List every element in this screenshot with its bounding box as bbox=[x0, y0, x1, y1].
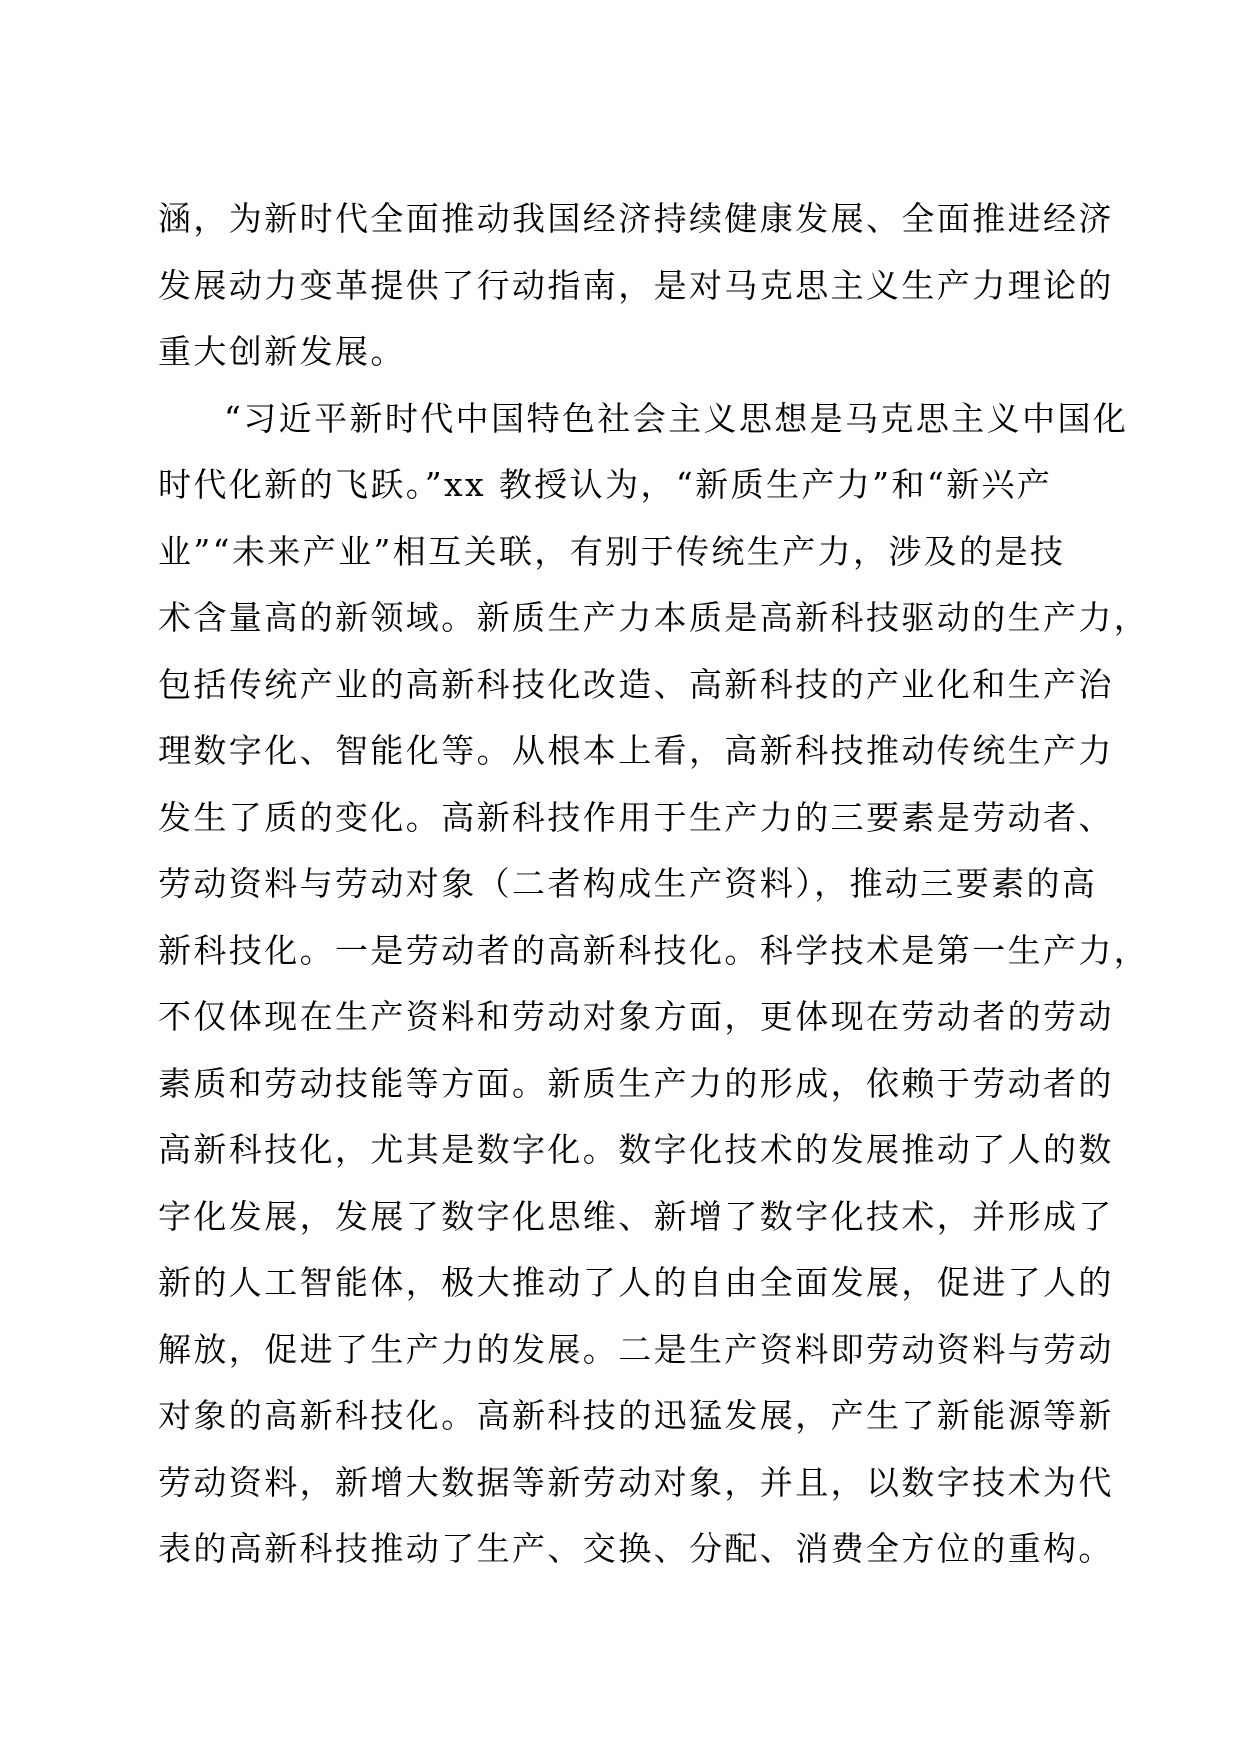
paragraph-1-line-3: 重大创新发展。 bbox=[158, 332, 406, 371]
paragraph-2-line-15: 解放，促进了生产力的发展。二是生产资料即劳动资料与劳动 bbox=[158, 1329, 1114, 1369]
paragraph-2-line-5: 包括传统产业的高新科技化改造、高新科技的产业化和生产治 bbox=[158, 664, 1114, 704]
paragraph-2-line-2: 时代化新的飞跃。”xx 教授认为，“新质生产力”和“新兴产 bbox=[158, 465, 1053, 504]
paragraph-2-line-7: 发生了质的变化。高新科技作用于生产力的三要素是劳动者、 bbox=[158, 797, 1114, 837]
paragraph-2-line-14: 新的人工智能体，极大推动了人的自由全面发展，促进了人的 bbox=[158, 1263, 1114, 1302]
paragraph-2-line-9: 新科技化。一是劳动者的高新科技化。科学技术是第一生产力， bbox=[158, 930, 1150, 970]
paragraph-2-line-10: 不仅体现在生产资料和劳动对象方面，更体现在劳动者的劳动 bbox=[158, 997, 1114, 1036]
paragraph-2-line-3: 业”“未来产业”相互关联，有别于传统生产力，涉及的是技 bbox=[158, 531, 1066, 571]
paragraph-2-line-18: 表的高新科技推动了生产、交换、分配、消费全方位的重构。 bbox=[158, 1529, 1114, 1568]
paragraph-1-line-2: 发展动力变革提供了行动指南，是对马克思主义生产力理论的 bbox=[158, 265, 1114, 305]
paragraph-2-line-11: 素质和劳动技能等方面。新质生产力的形成，依赖于劳动者的 bbox=[158, 1063, 1114, 1103]
document-body bbox=[158, 186, 1150, 1583]
paragraph-2-line-4: 术含量高的新领域。新质生产力本质是高新科技驱动的生产力， bbox=[158, 598, 1150, 637]
paragraph-2-line-12: 高新科技化，尤其是数字化。数字化技术的发展推动了人的数 bbox=[158, 1130, 1114, 1169]
paragraph-2-line-1: “习近平新时代中国特色社会主义思想是马克思主义中国化 bbox=[224, 398, 1129, 438]
paragraph-2-line-13: 字化发展，发展了数字化思维、新增了数字化技术，并形成了 bbox=[158, 1196, 1114, 1236]
paragraph-1-line-1: 涵，为新时代全面推动我国经济持续健康发展、全面推进经济 bbox=[158, 199, 1114, 238]
paragraph-2-line-17: 劳动资料，新增大数据等新劳动对象，并且，以数字技术为代 bbox=[158, 1462, 1114, 1502]
paragraph-2-line-8: 劳动资料与劳动对象（二者构成生产资料），推动三要素的高 bbox=[158, 864, 1098, 903]
paragraph-2-line-16: 对象的高新科技化。高新科技的迅猛发展，产生了新能源等新 bbox=[158, 1396, 1114, 1435]
paragraph-2-line-6: 理数字化、智能化等。从根本上看，高新科技推动传统生产力 bbox=[158, 731, 1114, 770]
